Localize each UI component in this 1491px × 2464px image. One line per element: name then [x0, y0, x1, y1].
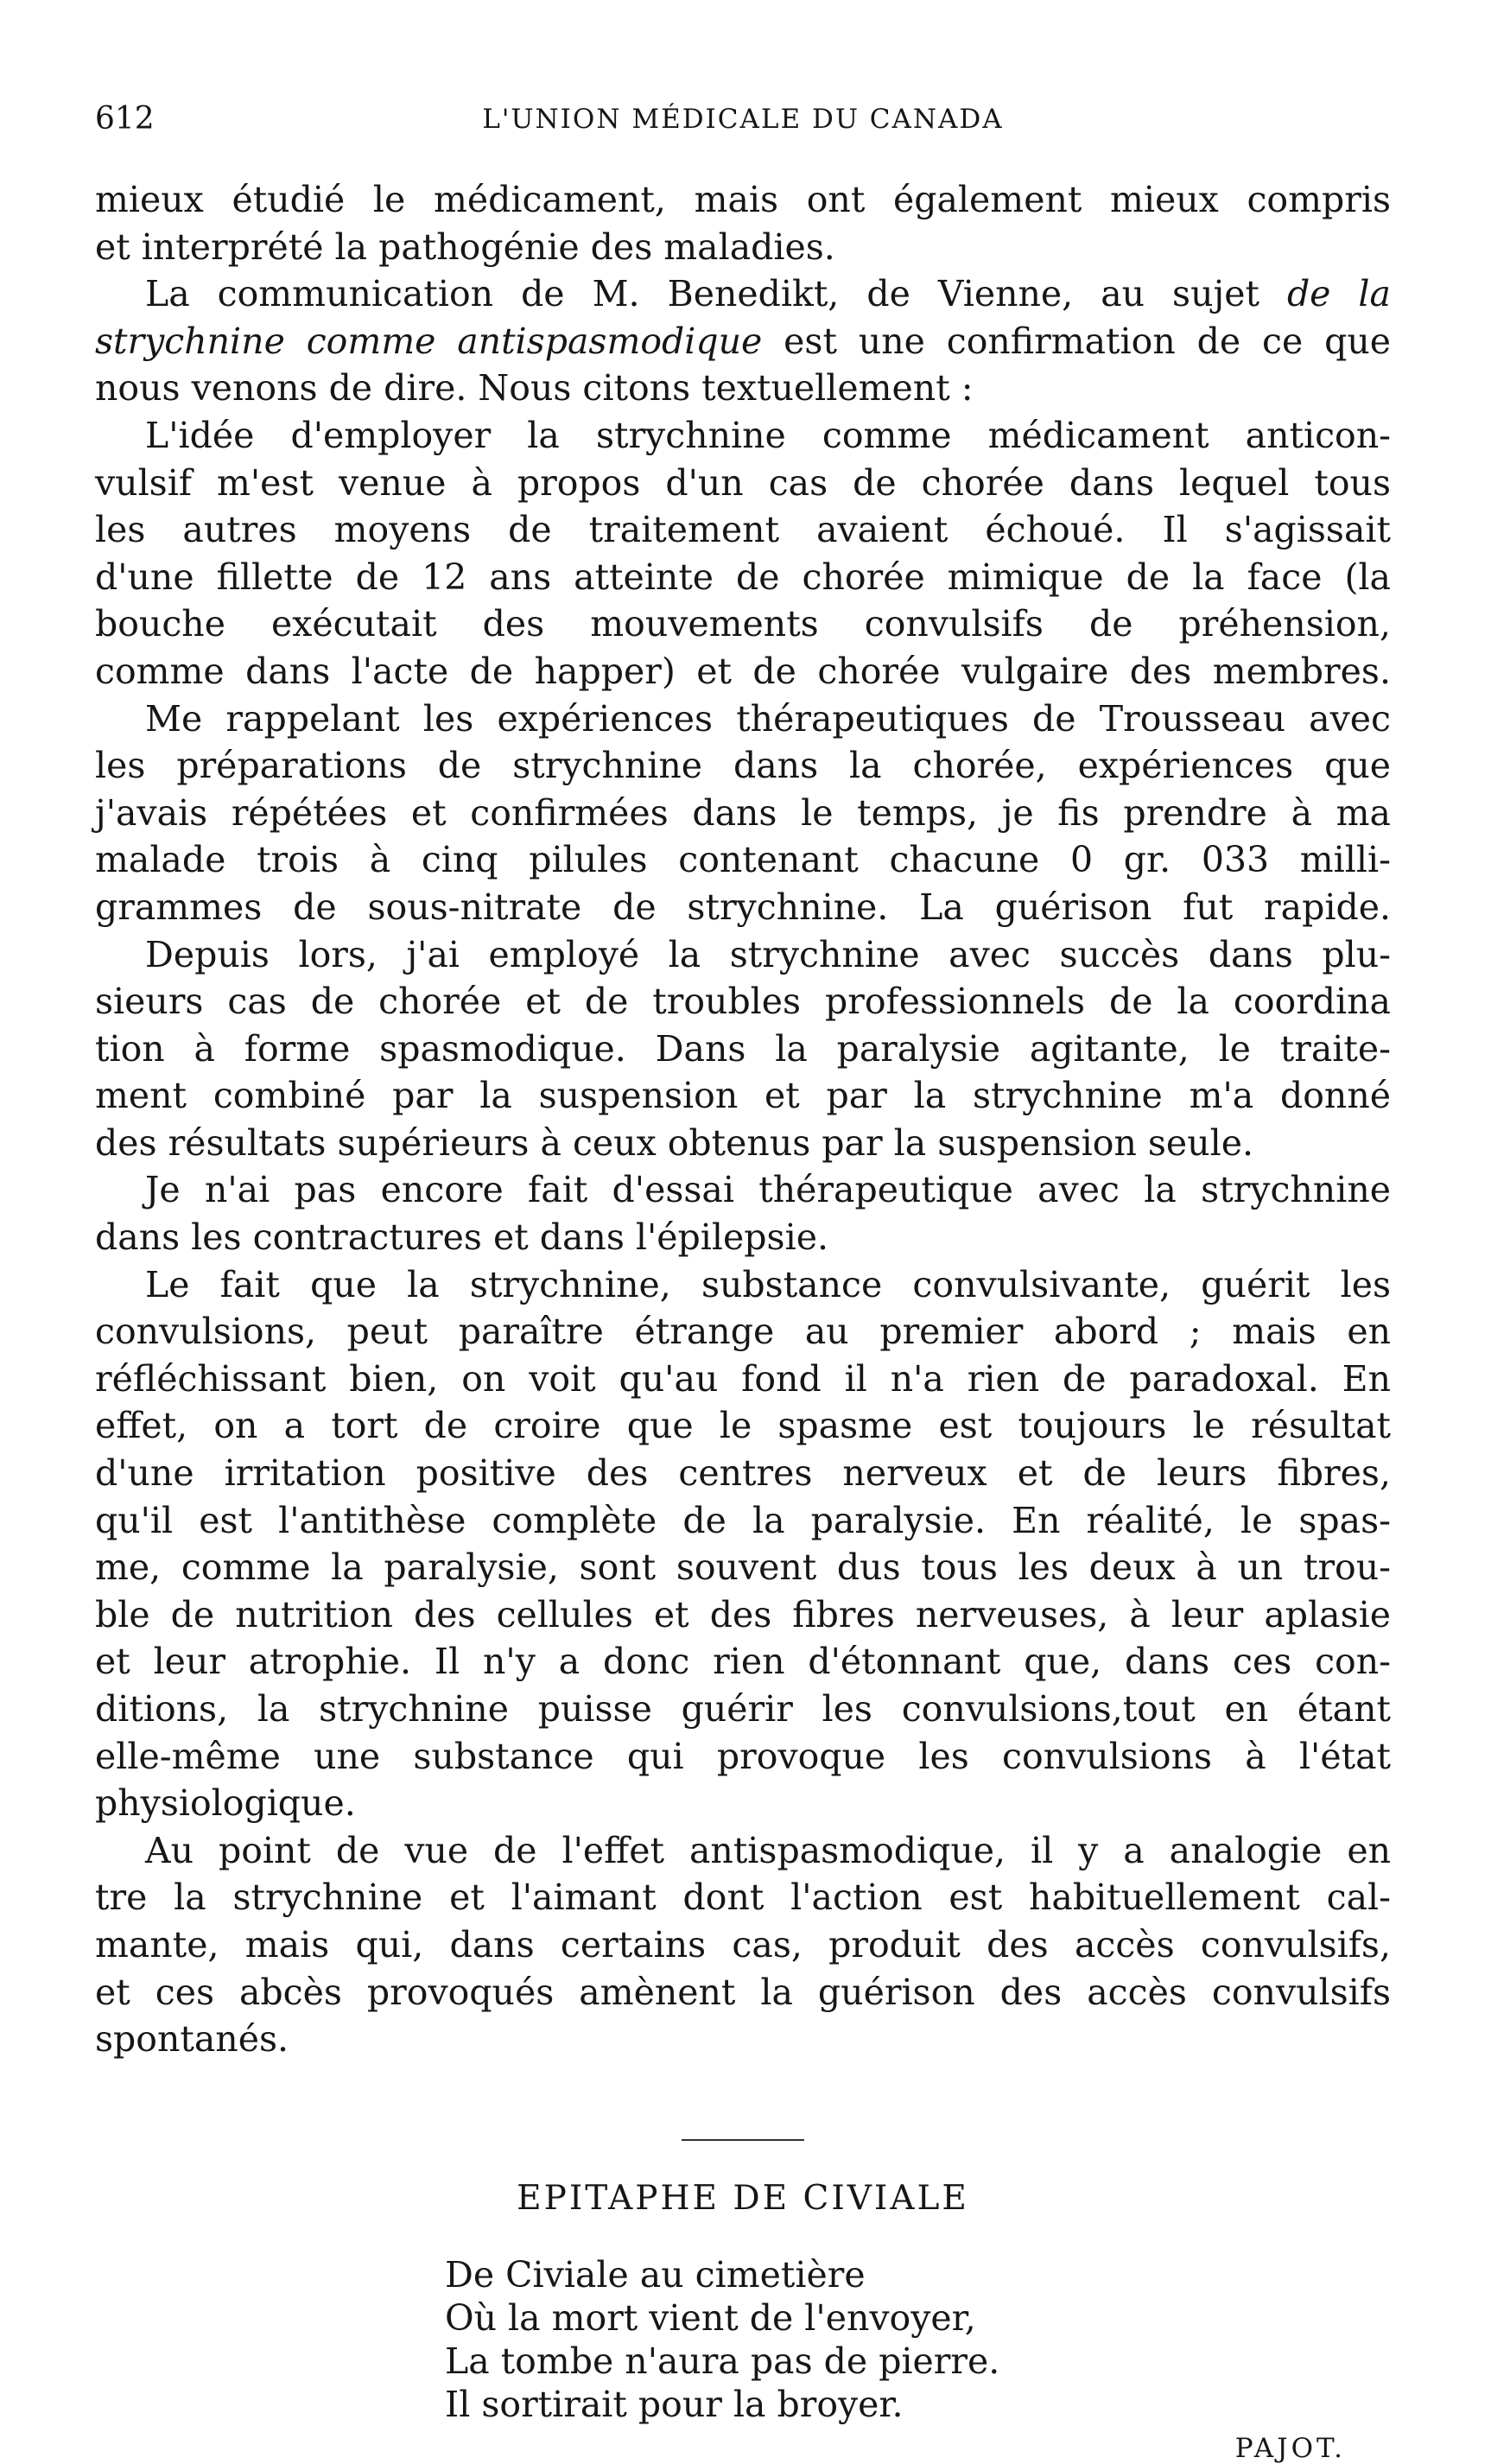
text-line: dans les contractures et dans l'épilepsie. — [95, 1216, 828, 1259]
text-line: convulsions, peut paraître étrange au premier abord ; mais en — [95, 1311, 1391, 1353]
text-line: et interprété la pathogénie des maladies. — [95, 225, 835, 268]
paragraph-3 — [95, 412, 1391, 695]
text-line: Depuis lors, j'ai employé la strychnine avec succès dans plu- — [145, 933, 1391, 975]
text-line: tion à forme spasmodique. Dans la paralysie agitante, le traite- — [95, 1027, 1391, 1070]
text-line: vulsif m'est venue à propos d'un cas de chorée dans lequel tous — [95, 461, 1391, 504]
text-segment: est une confirmation de ce que — [762, 320, 1391, 362]
paragraph-2 — [95, 270, 1391, 412]
text-line: L'idée d'employer la strychnine comme médicament anticon- — [145, 414, 1391, 456]
text-line: les préparations de strychnine dans la chorée, expériences que — [95, 745, 1391, 787]
paragraph-6 — [95, 1166, 1391, 1261]
running-head — [95, 95, 1391, 143]
poem-verse: Il sortirait pour la broyer. — [445, 2383, 904, 2425]
text-line: effet, on a tort de croire que le spasme est toujours le résultat — [95, 1405, 1391, 1447]
text-line: comme dans l'acte de happer) et de chorée vulgaire des membres. — [95, 650, 1391, 692]
text-line: spontanés. — [95, 2018, 289, 2061]
poem-title: EPITAPHE DE CIVIALE — [517, 2178, 969, 2218]
text-segment: La communication de M. Benedikt, de Vienne, au sujet — [145, 273, 1287, 315]
poem-verse: La tombe n'aura pas de pierre. — [445, 2340, 1000, 2382]
text-line: malade trois à cinq pilules contenant chacune 0 gr. 033 milli- — [95, 839, 1391, 881]
poem-verse: De Civiale au cimetière — [445, 2253, 866, 2296]
text-line: grammes de sous-nitrate de strychnine. La guérison fut rapide. — [95, 886, 1391, 928]
paragraph-1 — [95, 176, 1391, 270]
text-line — [95, 270, 1391, 318]
page-number: 612 — [95, 101, 155, 137]
poem-signature: PAJOT. — [1234, 2432, 1346, 2464]
text-line: elle-même une substance qui provoque les convulsions à l'état — [95, 1735, 1391, 1777]
text-line: Me rappelant les expériences thérapeutiques de Trousseau avec — [145, 697, 1391, 740]
paragraph-4 — [95, 695, 1391, 931]
text-line: Au point de vue de l'effet antispasmodique, il y a analogie en — [145, 1829, 1391, 1871]
text-line: nous venons de dire. Nous citons textuellement : — [95, 367, 974, 410]
text-line — [95, 318, 1391, 365]
text-line: et leur atrophie. Il n'y a donc rien d'étonnant que, dans ces con- — [95, 1641, 1391, 1683]
text-line: Le fait que la strychnine, substance convulsivante, guérit les — [145, 1263, 1391, 1305]
page — [95, 95, 1391, 2464]
text-line: j'avais répétées et confirmées dans le temps, je fis prendre à ma — [95, 791, 1391, 834]
text-line: tre la strychnine et l'aimant dont l'action est habituellement cal- — [95, 1877, 1391, 1919]
paragraph-7 — [95, 1261, 1391, 1827]
text-line: ble de nutrition des cellules et des fibres nerveuses, à leur aplasie — [95, 1593, 1391, 1635]
paragraph-8 — [95, 1827, 1391, 2063]
section-divider — [682, 2139, 804, 2141]
text-line: réfléchissant bien, on voit qu'au fond il n'a rien de paradoxal. En — [95, 1357, 1391, 1400]
text-line: d'une irritation positive des centres nerveux et de leurs fibres, — [95, 1452, 1391, 1495]
text-line: d'une fillette de 12 ans atteinte de chorée mimique de la face (la — [95, 556, 1391, 598]
text-line: et ces abcès provoqués amènent la guérison des accès convulsifs — [95, 1971, 1391, 2013]
text-line: des résultats supérieurs à ceux obtenus par la suspension seule. — [95, 1121, 1254, 1164]
text-line: qu'il est l'antithèse complète de la paralysie. En réalité, le spas- — [95, 1499, 1391, 1541]
text-line: sieurs cas de chorée et de troubles professionnels de la coordina — [95, 981, 1391, 1023]
text-line: les autres moyens de traitement avaient échoué. Il s'agissait — [95, 509, 1391, 551]
text-line: mieux étudié le médicament, mais ont également mieux compris — [95, 179, 1391, 220]
journal-title: L'UNION MÉDICALE DU CANADA — [482, 104, 1004, 135]
text-line: bouche exécutait des mouvements convulsifs de préhension, — [95, 603, 1391, 645]
poem-verse: Où la mort vient de l'envoyer, — [445, 2296, 976, 2339]
text-line: ment combiné par la suspension et par la strychnine m'a donné — [95, 1075, 1391, 1117]
paragraph-5 — [95, 931, 1391, 1167]
poem-verses — [445, 2253, 1391, 2426]
text-line: ditions, la strychnine puisse guérir les convulsions,tout en étant — [95, 1688, 1391, 1730]
text-line: Je n'ai pas encore fait d'essai thérapeutique avec la strychnine — [145, 1169, 1391, 1211]
text-line: me, comme la paralysie, sont souvent dus tous les deux à un trou- — [95, 1546, 1391, 1589]
italic-title: strychnine comme antispasmodique — [95, 320, 763, 362]
italic-title: de la — [1286, 273, 1391, 315]
article-body — [95, 176, 1391, 2063]
text-line: mante, mais qui, dans certains cas, produit des accès convulsifs, — [95, 1923, 1391, 1965]
text-line: physiologique. — [95, 1782, 356, 1825]
